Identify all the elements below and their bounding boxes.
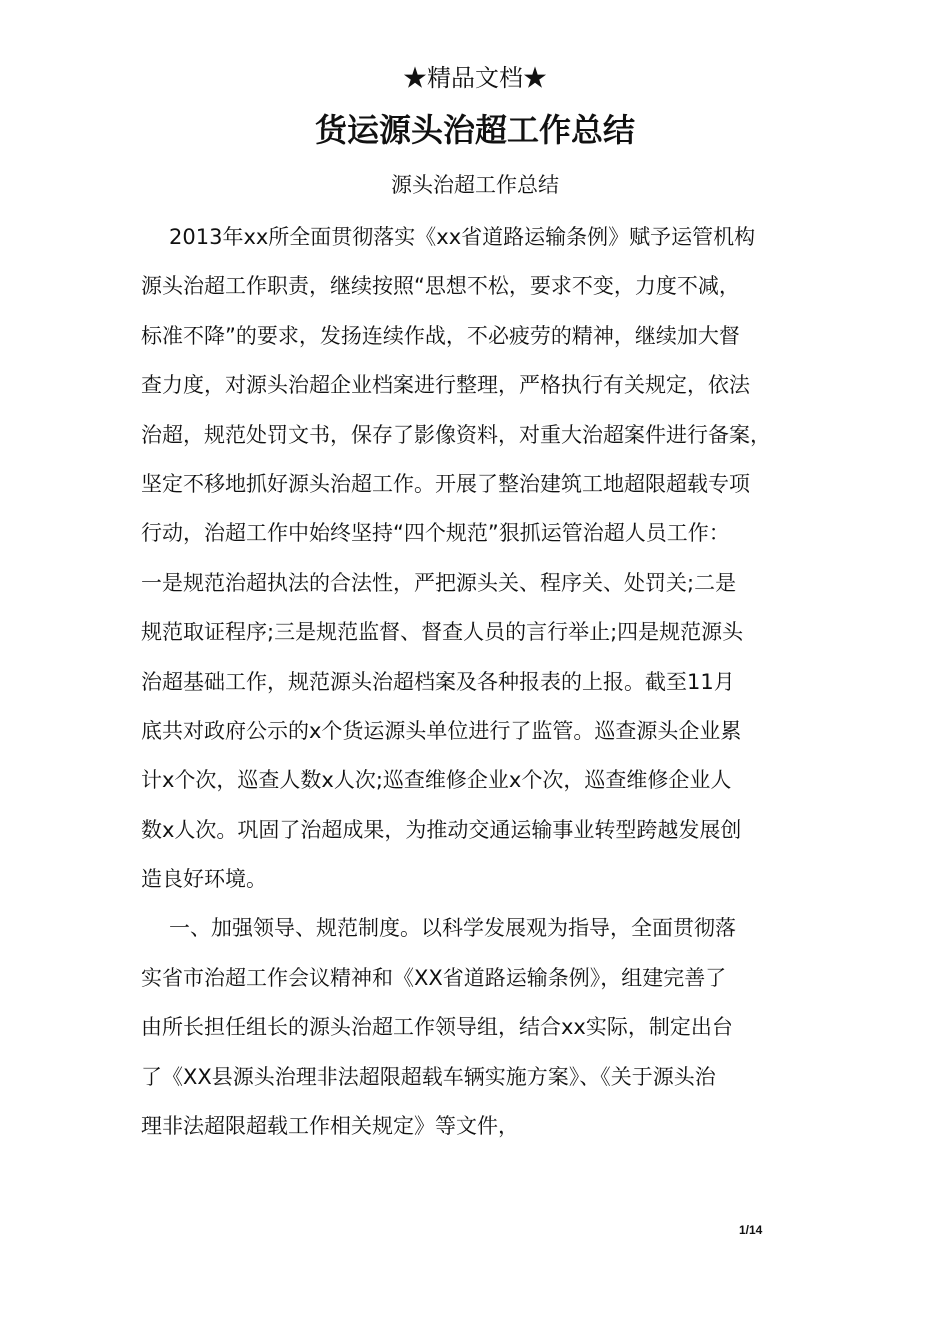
body-line: 行动，治超工作中始终坚持“四个规范”狠抓运管治超人员工作： [141, 521, 730, 546]
body-line: 标准不降”的要求，发扬连续作战，不必疲劳的精神，继续加大督 [141, 323, 740, 348]
body-line: 查力度，对源头治超企业档案进行整理，严格执行有关规定，依法 [141, 373, 750, 398]
body-line: 坚定不移地抓好源头治超工作。开展了整治建筑工地超限超载专项 [141, 471, 750, 496]
document-body [141, 218, 841, 1156]
body-line: 计x个次，巡查人数x人次;巡查维修企业x个次，巡查维修企业人 [141, 768, 732, 793]
body-line: 2013年xx所全面贯彻落实《xx省道路运输条例》赋予运管机构 [169, 225, 756, 249]
document-subtitle: 源头治超工作总结 [391, 173, 559, 197]
body-line: 了《XX县源头治理非法超限超载车辆实施方案》、《关于源头治 [141, 1064, 716, 1089]
body-line: 数x人次。巩固了治超成果，为推动交通运输事业转型跨越发展创 [141, 817, 742, 842]
document-title: 货运源头治超工作总结 [314, 111, 635, 149]
body-line: 源头治超工作职责，继续按照“思想不松，要求不变，力度不减， [141, 274, 740, 299]
body-line: 底共对政府公示的x个货运源头单位进行了监管。巡查源头企业累 [141, 718, 742, 743]
body-line: 理非法超限超载工作相关规定》等文件， [141, 1114, 519, 1139]
body-line: 一、加强领导、规范制度。以科学发展观为指导，全面贯彻落 [169, 916, 736, 941]
body-line: 治超，规范处罚文书，保存了影像资料，对重大治超案件进行备案， [141, 422, 771, 447]
page-number: 1/14 [739, 1223, 763, 1237]
header-mark: ★精品文档★ [403, 64, 547, 92]
body-line: 一是规范治超执法的合法性，严把源头关、程序关、处罚关;二是 [141, 570, 737, 595]
body-line: 规范取证程序;三是规范监督、督查人员的言行举止;四是规范源头 [141, 620, 744, 645]
body-line: 由所长担任组长的源头治超工作领导组，结合xx实际，制定出台 [141, 1015, 733, 1040]
body-line: 治超基础工作，规范源头治超档案及各种报表的上报。截至11月 [141, 669, 735, 694]
body-line: 实省市治超工作会议精神和《XX省道路运输条例》，组建完善了 [141, 965, 727, 990]
body-line: 造良好环境。 [141, 867, 267, 892]
